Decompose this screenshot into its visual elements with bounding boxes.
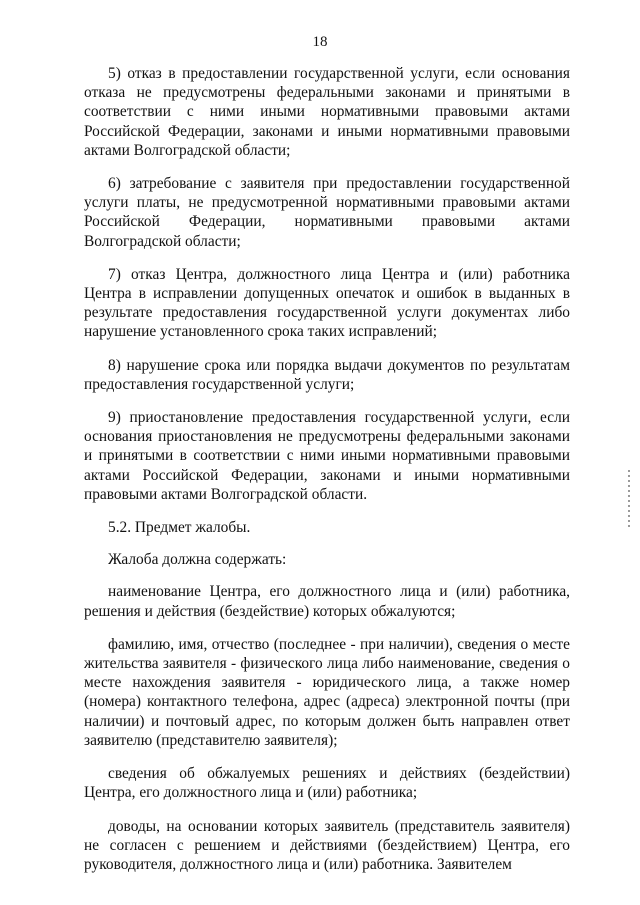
- paragraph-arguments: доводы, на основании которых заявитель (представитель заявителя) не согласен с решением и действиями (бездействием) Центра, его руководителя, должностного лица и (или) работника. Заявителем: [84, 817, 570, 873]
- paragraph-appealed-decisions: сведения об обжалуемых решениях и действиях (бездействии) Центра, его должностного лица и (или) работника;: [84, 765, 570, 802]
- paragraph-applicant-details: фамилию, имя, отчество (последнее - при наличии), сведения о месте жительства заявителя - физического лица либо наименование, сведения о месте нахождения заявителя - юридического лица, а также номер (номера) контактного телефона, адрес (адреса) электронной почты (при наличии) и почтовый адрес, по которым должен быть направлен ответ заявителю (представителю заявителя);: [84, 635, 570, 749]
- document-body: [84, 64, 570, 888]
- paragraph-document-issue-violation: 8) нарушение срока или порядка выдачи документов по результатам предоставления государственной услуги;: [84, 356, 570, 393]
- scan-edge-mark: [628, 470, 630, 528]
- paragraph-refusal-of-service: 5) отказ в предоставлении государственной услуги, если основания отказа не предусмотрены федеральными законами и принятыми в соответствии с ними иными нормативными правовыми актами Российской Федерации, законами и иными нормативными правовыми актами Волгоградской области;: [84, 65, 570, 159]
- page-number: 18: [312, 34, 328, 50]
- paragraph-complaint-contents-intro: Жалоба должна содержать:: [108, 551, 287, 569]
- section-heading-complaint-subject: 5.2. Предмет жалобы.: [108, 519, 251, 537]
- paragraph-center-name: наименование Центра, его должностного лица и (или) работника, решения и действия (бездействие) которых обжалуются;: [84, 583, 570, 620]
- paragraph-fee-demand: 6) затребование с заявителя при предоставлении государственной услуги платы, не предусмотренной нормативными правовыми актами Российской Федерации, нормативными правовыми актами Волгоградской области;: [84, 175, 570, 250]
- paragraph-correction-refusal: 7) отказ Центра, должностного лица Центра и (или) работника Центра в исправлении допущенных опечаток и ошибок в выданных в результате предоставления государственной услуги документах либо нарушение установленного срока таких исправлений;: [84, 265, 570, 341]
- paragraph-service-suspension: 9) приостановление предоставления государственной услуги, если основания приостановления не предусмотрены федеральными законами и принятыми в соответствии с ними иными нормативными правовыми актами Российской Федерации, законами и иными нормативными правовыми актами Волгоградской области.: [84, 409, 570, 503]
